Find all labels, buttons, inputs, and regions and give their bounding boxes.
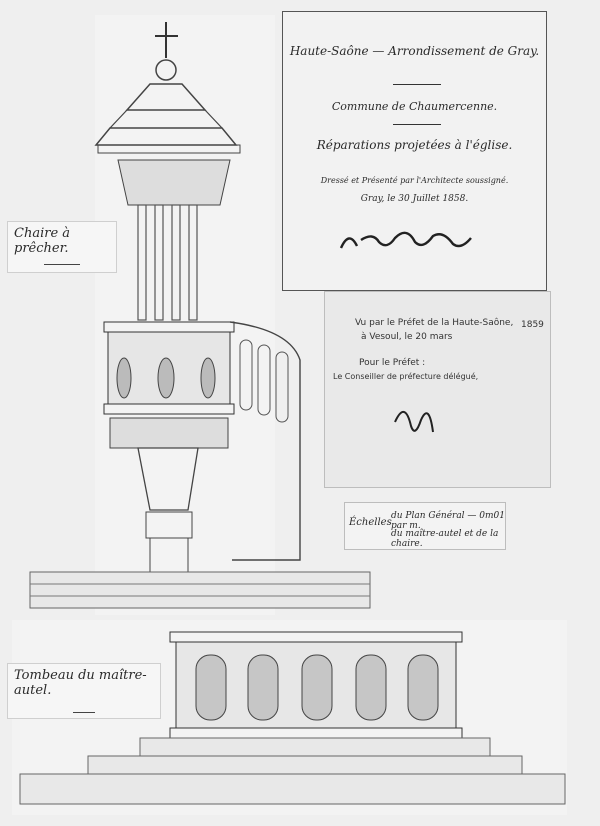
pulpit-label-text: Chaire à prêcher.	[14, 226, 71, 256]
architect-signature	[283, 220, 546, 260]
approval-text: Vu par le Préfet de la Haute-Saône,	[355, 318, 514, 328]
approval-year: 1859	[521, 320, 544, 330]
prefect-approval-stamp	[325, 292, 550, 487]
commune-line: Commune de Chaumercenne.	[331, 100, 498, 113]
altar-label	[8, 664, 160, 718]
scale-word: Échelles	[349, 517, 392, 528]
prefect-signature	[325, 392, 550, 452]
scale-line-2: du maître-autel et de la chaire.	[391, 529, 499, 549]
scale-line-1: du Plan Général — 0m01 par m.	[391, 511, 505, 531]
pulpit-label	[8, 222, 116, 272]
department-line: Haute-Saône — Arrondissement de Gray.	[289, 44, 540, 58]
title-block	[283, 12, 546, 290]
place-date-line: Gray, le 30 Juillet 1858.	[360, 194, 469, 204]
approval-place-date: à Vesoul, le 20 mars	[361, 332, 453, 342]
scale-note	[345, 503, 505, 549]
project-line: Réparations projetées à l'église.	[316, 138, 513, 152]
altar-label-text: Tombeau du maître-autel.	[14, 668, 147, 698]
approval-delegate: Le Conseiller de préfecture délégué,	[333, 372, 479, 381]
architect-line: Dressé et Présenté par l'Architecte soussigné.	[320, 176, 509, 185]
approval-for-prefect: Pour le Préfet :	[359, 358, 426, 368]
